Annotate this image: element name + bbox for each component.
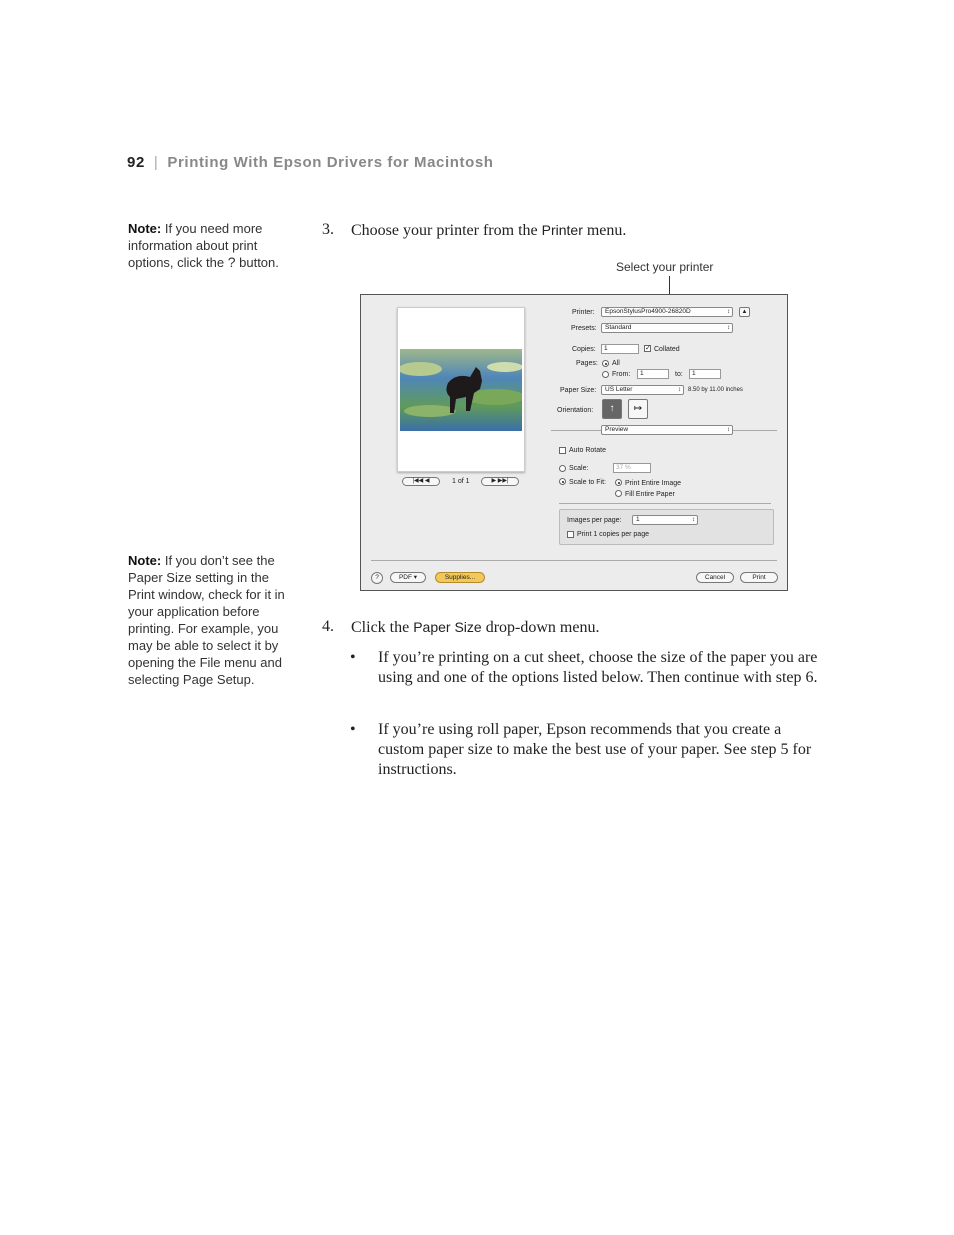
panel-select[interactable]: Preview ↕ bbox=[601, 425, 733, 435]
collated-checkbox[interactable]: ✓ bbox=[645, 344, 651, 352]
help-button[interactable]: ? bbox=[371, 572, 383, 584]
print-dialog bbox=[360, 294, 788, 591]
to-label: to: bbox=[675, 371, 683, 378]
print-entire-image-label: Print Entire Image bbox=[625, 480, 682, 487]
scale-to-fit-radio[interactable] bbox=[559, 478, 566, 485]
pages-all-radio[interactable] bbox=[602, 360, 609, 367]
printer-term: Printer bbox=[541, 222, 583, 238]
presets-select[interactable]: Standard ↕ bbox=[601, 323, 733, 333]
print-copies-checkbox[interactable] bbox=[567, 531, 574, 538]
pdf-button[interactable]: PDF ▾ bbox=[390, 572, 426, 583]
scale-to-fit-label: Scale to Fit: bbox=[569, 479, 606, 486]
file-term: File bbox=[199, 655, 221, 670]
paper-size-label: Paper Size: bbox=[560, 387, 597, 394]
divider bbox=[559, 503, 771, 504]
note-text-end: . bbox=[250, 672, 255, 687]
scale-label: Scale: bbox=[569, 465, 589, 472]
supplies-button[interactable]: Supplies... bbox=[435, 572, 485, 583]
bullet-cut-sheet bbox=[350, 648, 830, 710]
paper-size-select[interactable]: US Letter ↕ bbox=[601, 385, 684, 395]
dog-photo bbox=[400, 349, 522, 431]
cancel-button[interactable]: Cancel bbox=[696, 572, 734, 583]
disclosure-button[interactable]: ▲ bbox=[739, 307, 750, 317]
orientation-label: Orientation: bbox=[557, 407, 594, 414]
copies-label: Copies: bbox=[572, 346, 596, 353]
step-text-end: menu. bbox=[582, 222, 627, 239]
print-button[interactable]: Print bbox=[740, 572, 778, 583]
images-per-page-select[interactable]: 1 ↕ bbox=[632, 515, 698, 525]
prev-page-button[interactable]: |◀◀ ◀ bbox=[402, 477, 440, 486]
header-title: Printing With Epson Drivers for Macintosh bbox=[167, 154, 494, 171]
step-text-end: drop-down menu. bbox=[481, 619, 600, 636]
pages-from-radio[interactable] bbox=[602, 371, 609, 378]
to-field[interactable]: 1 bbox=[689, 369, 721, 379]
page-indicator: 1 of 1 bbox=[452, 478, 470, 485]
bullet-text: If you’re using roll paper, Epson recommends that you create a custom paper size to make the best use of your paper. See step 5 for instructions. bbox=[378, 721, 812, 778]
landscape-button[interactable]: ↦ bbox=[628, 399, 648, 419]
pages-from-label: From: bbox=[612, 371, 631, 378]
auto-rotate-label: Auto Rotate bbox=[569, 447, 606, 454]
side-note-paper-size bbox=[128, 552, 290, 688]
auto-rotate-checkbox[interactable] bbox=[559, 447, 566, 454]
pages-all-label: All bbox=[612, 360, 620, 367]
step-text: Choose your printer from the bbox=[351, 222, 542, 239]
print-entire-image-radio[interactable] bbox=[615, 479, 622, 486]
next-page-button[interactable]: ▶ ▶▶| bbox=[481, 477, 519, 486]
note-text: If you don’t see the Paper Size setting in the Print window, check for it in your application before printing. For example, you may be able to select it by opening the bbox=[128, 553, 285, 670]
from-field[interactable]: 1 bbox=[637, 369, 669, 379]
paper-size-term: Paper Size bbox=[413, 619, 482, 635]
copies-field[interactable]: 1 bbox=[601, 344, 639, 354]
step-text: Click the bbox=[351, 619, 414, 636]
help-term: ? bbox=[227, 254, 236, 270]
page-setup-term: Page Setup bbox=[182, 672, 251, 687]
step-4 bbox=[322, 617, 822, 637]
note-text-end: button. bbox=[235, 255, 279, 270]
note-label: Note: bbox=[128, 221, 162, 236]
step-3 bbox=[322, 220, 822, 240]
scale-field[interactable]: 37 % bbox=[613, 463, 651, 473]
callout-label: Select your printer bbox=[616, 260, 714, 274]
pages-label: Pages: bbox=[576, 360, 598, 367]
presets-label: Presets: bbox=[571, 325, 597, 332]
scale-radio[interactable] bbox=[559, 465, 566, 472]
bottom-divider bbox=[371, 560, 777, 561]
fill-entire-paper-radio[interactable] bbox=[615, 490, 622, 497]
note-text: If you need more information about print options, click the bbox=[128, 221, 263, 270]
preview-page bbox=[397, 307, 525, 472]
running-header bbox=[127, 154, 494, 171]
header-separator: | bbox=[153, 154, 159, 171]
bullet-text: If you’re printing on a cut sheet, choose the size of the paper you are using and one of the options listed below. Then continue with step 6. bbox=[378, 649, 818, 686]
images-per-page-label: Images per page: bbox=[567, 517, 622, 524]
printer-label: Printer: bbox=[572, 309, 595, 316]
bullet-symbol: • bbox=[350, 649, 356, 666]
page-number: 92 bbox=[127, 154, 145, 171]
portrait-button[interactable]: ↑ bbox=[602, 399, 622, 419]
collated-label: Collated bbox=[654, 346, 680, 353]
step-number: 4. bbox=[322, 618, 334, 635]
note-text-mid: menu and selecting bbox=[128, 655, 282, 687]
print-copies-label: Print 1 copies per page bbox=[577, 531, 649, 538]
note-label: Note: bbox=[128, 553, 162, 568]
bullet-roll-paper bbox=[350, 720, 830, 782]
step-number: 3. bbox=[322, 221, 334, 238]
paper-dimensions: 8.50 by 11.00 inches bbox=[688, 387, 743, 393]
bullet-symbol: • bbox=[350, 721, 356, 738]
side-note-help bbox=[128, 220, 288, 271]
fill-entire-paper-label: Fill Entire Paper bbox=[625, 491, 675, 498]
printer-select[interactable]: EpsonStylusPro4900-26820D ↕ bbox=[601, 307, 733, 317]
images-panel bbox=[559, 509, 774, 545]
